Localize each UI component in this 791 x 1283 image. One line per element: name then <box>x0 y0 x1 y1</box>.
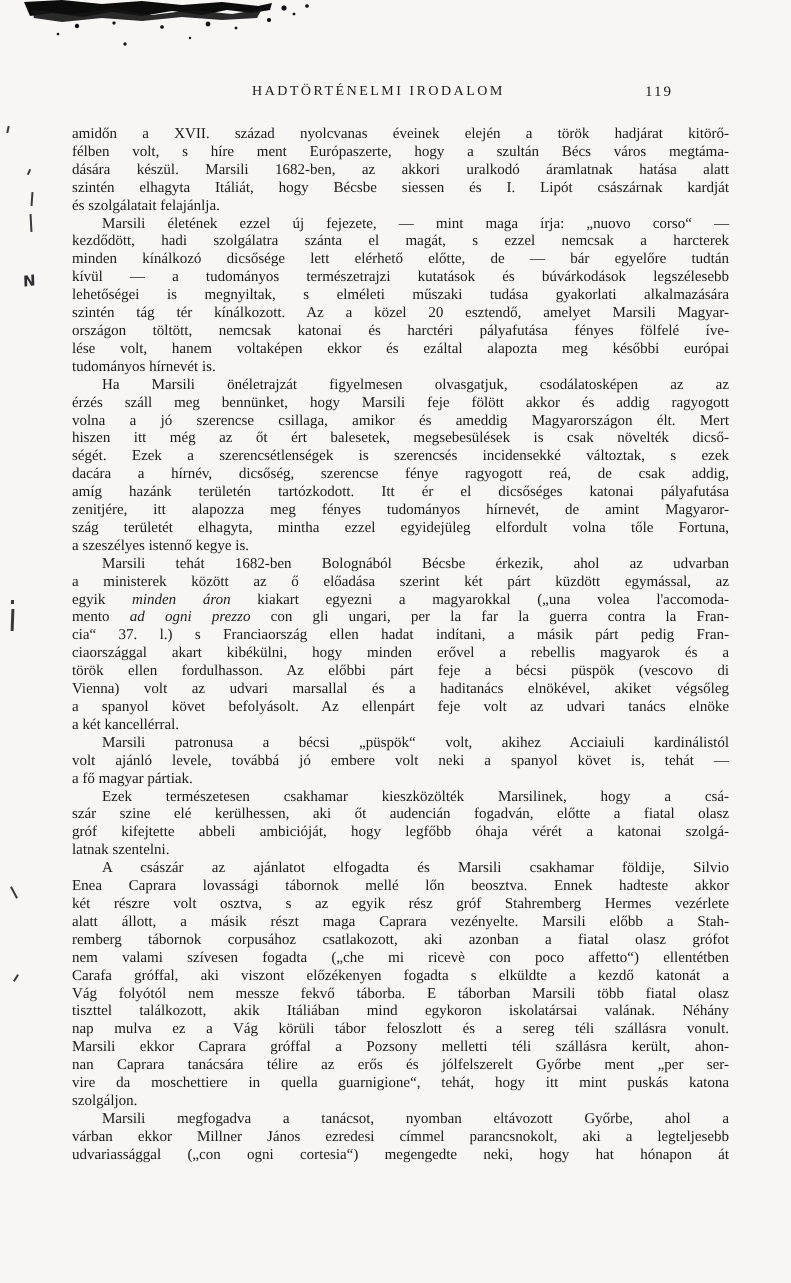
text-line: Marsili életének ezzel új fejezete, — mint maga írja: „nuovo corso“ — <box>102 215 729 232</box>
text-line: török ellen fordulhasson. Az előbbi párt feje a bécsi püspök (vescovo di <box>72 663 729 680</box>
pencil-dot-mark <box>11 600 14 604</box>
text-line: a fő magyar pártiak. <box>72 770 193 787</box>
text-line: várban ekkor Millner János ezredesi címmel parancsnokolt, aki a legteljesebb <box>72 1128 729 1145</box>
text-line: latnak szentelni. <box>72 842 170 859</box>
paragraph <box>72 216 729 377</box>
text-line: cia“ 37. l.) s Franciaország ellen hadat indítani, a másik párt pedig Fran- <box>72 627 729 644</box>
text-line: Marsili ekkor Caprara gróffal a Pozsony melletti téli szállásra került, ahon- <box>72 1039 729 1056</box>
text-line: nem valami szívesen fogadta („che mi ricevè con poco affetto“) ellentétben <box>72 949 729 966</box>
text-line: Ha Marsili önéletrajzát figyelmesen olvasgatjuk, csodálatosképen az az <box>102 376 729 393</box>
text-line: kívül — a tudományos természetrajzi kutatások és búvárkodások legszélesebb <box>72 269 729 286</box>
text-line: Marsili megfogadva a tanácsot, nyomban eltávozott Győrbe, ahol a <box>102 1110 729 1127</box>
paragraph <box>72 556 729 735</box>
paragraph <box>72 789 729 861</box>
text-line: szintén tág tér kínálkozott. Az a közel 20 esztendő, amelyet Marsili Magyar- <box>72 305 729 322</box>
text-line: szár szine elé kerülhessen, aki őt audencián fogadván, előtte a fiatal olasz <box>72 806 729 823</box>
text-line: két részre volt osztva, s az egyik rész gróf Stahremberg Hermes vezérlete <box>72 895 729 912</box>
text-line: érzés száll meg bennünket, hogy Marsili feje fölött akkor és addig ragyogott <box>72 394 729 411</box>
text-line: Ezek természetesen csakhamar kieszközölték Marsilinek, hogy a csá- <box>102 788 729 805</box>
text-line: gróf kifejtette abbeli ambicióját, hogy legfőbb óhaja vérét a katonai szolgá- <box>72 824 729 841</box>
text-line: amíg hazánk területén tartózkodott. Itt ér el dicsőséges katonai pályafutása <box>72 484 729 501</box>
text-line: Enea Caprara lovassági tábornok mellé lőn beosztva. Ennek hadteste akkor <box>72 878 729 895</box>
text-line: dására készül. Marsili 1682-ben, az akkori uralkodó áramlatnak hatása alatt <box>72 161 729 178</box>
text-line: szolgáljon. <box>72 1092 138 1109</box>
pencil-note-mark: N <box>22 271 36 291</box>
paragraph <box>72 735 729 789</box>
text-line: vire da moschettiere in quella guarnigione“, tehát, hogy itt mint puskás katona <box>72 1075 729 1092</box>
text-line: ségét. Ezek a szerencsétlenségek is szerencsés incidensekké változtak, s ezek <box>72 448 729 465</box>
text-line: Carafa gróffal, aki viszont előzékenyen fogadta s elküldte a kezdő katonát a <box>72 967 729 984</box>
pencil-slash-mark <box>10 886 18 898</box>
text-line: zenitjére, itt alapozza meg fényes tudományos hírnevét, de amint Magyaror- <box>72 502 729 519</box>
text-line: hiszen itt még az őt ért balesetek, megsebesülések is csak növelték dicső- <box>72 430 729 447</box>
page-body <box>72 126 729 1165</box>
page-number: 119 <box>645 84 673 100</box>
text-line: nap mulva ez a Vág körüli tábor feloszlott és a sereg téli szállásra vonult. <box>72 1021 729 1038</box>
text-line: Marsili patronusa a bécsi „püspök“ volt, akihez Acciaiuli kardinálistól <box>102 734 729 751</box>
page-header <box>0 84 791 104</box>
text-line: volt ajánló levele, továbbá jó embere volt neki a spanyol követ is, tehát — <box>72 752 729 769</box>
text-line: ciaországgal akart kibékülni, hogy minden erővel a rebellis magyarok és a <box>72 645 729 662</box>
text-line: dacára a hírnév, dicsőség, szerencse fénye ragyogott reá, de csak addig, <box>72 466 729 483</box>
text-line: és szolgálatait felajánlja. <box>72 197 220 214</box>
text-line: országon töltött, nemcsak katonai és harctéri pályafutása fényes fölfelé íve- <box>72 322 729 339</box>
text-line: kezdődött, hadi szolgálatra szánta el magát, s ezzel nemcsak a harcterek <box>72 233 729 250</box>
text-line: félben volt, s híre ment Európaszerte, hogy a szultán Bécs város megtáma- <box>72 143 729 160</box>
text-line: alatt állott, a másik részt maga Caprara vezényelte. Marsili előbb a Stah- <box>72 913 729 930</box>
text-line: a két kancellérral. <box>72 716 180 733</box>
pencil-bar-mark <box>30 214 33 232</box>
text-line: volna a jó szerencse csillaga, amikor és ameddig Magyarországon élt. Mert <box>72 412 729 429</box>
pencil-comma-mark <box>13 974 19 982</box>
text-line: udvariassággal („con ogni cortesia“) megengedte neki, hogy hat hónapon át <box>72 1146 729 1163</box>
text-line: amidőn a XVII. század nyolcvanas éveinek elején a török hadjárat kitörő- <box>72 126 729 142</box>
text-line: mento ad ogni prezzo con gli ungari, per la far la guerra contra la Fran- <box>72 609 729 626</box>
text-line: remberg tábornok corpusához csatlakozott, aki azonban a fiatal olasz grófot <box>72 931 729 948</box>
text-line: tiszttel találkozott, akik Itáliában mind egykoron iskolatársai valának. Néhány <box>72 1003 729 1020</box>
paragraph <box>72 860 729 1111</box>
text-line: a szeszélyes istennő kegye is. <box>72 537 250 554</box>
running-header-title: HADTÖRTÉNELMI IRODALOM <box>252 84 505 99</box>
text-line: A császár az ajánlatot elfogadta és Marsili csakhamar földije, Silvio <box>102 860 729 877</box>
text-line: Vág folyótól nem messze fekvő táborba. E táborban Marsili több fiatal olasz <box>72 985 729 1002</box>
text-line: minden kínálkozó dicsősége lett elérhető előtte, de — bár egyelőre tudtán <box>72 251 729 268</box>
text-line: Marsili tehát 1682-ben Bolognából Bécsbe érkezik, ahol az udvarban <box>102 555 729 572</box>
text-line: a ministerek között az ő előadása szerint két párt küzdött egymással, az <box>72 573 729 590</box>
pencil-bar-mark <box>31 192 34 206</box>
text-line: a spanyol követ befolyásolt. Az ellenpárt feje volt az udvari tanács elnöke <box>72 699 729 715</box>
text-line: nan Caprara tanácsára télire az erős és jólfelszerelt Győrbe ment „per ser- <box>72 1057 729 1074</box>
text-line: szintén elhagyta Itáliát, hogy Bécsbe siessen és I. Lipót császárnak kardját <box>72 179 729 196</box>
pencil-tick-mark <box>6 126 9 133</box>
paragraph <box>72 377 729 556</box>
text-line: tudományos hírnevét is. <box>72 358 216 375</box>
text-line: lése volt, hanem voltaképen ekkor és ezáltal alapozta meg későbbi európai <box>72 340 729 357</box>
paragraph <box>72 126 729 216</box>
text-line: egyik minden áron kiakart egyezni a magyarokkal („una volea l'accomoda- <box>72 591 729 608</box>
pencil-bar-mark <box>11 609 15 631</box>
paragraph <box>72 1111 729 1165</box>
ink-smudge-artifact <box>22 0 332 52</box>
text-line: Vienna) volt az udvari marsallal és a haditanács elnökével, akiket végsőleg <box>72 681 729 698</box>
pencil-comma-mark <box>27 169 31 175</box>
text-line: szág területét elhagyta, mintha ezzel egyidejüleg elfordult volna tőle Fortuna, <box>72 519 729 536</box>
text-line: lehetőségei is megnyiltak, s elméleti műszaki tudása gyakorlati alkalmazására <box>72 287 729 304</box>
